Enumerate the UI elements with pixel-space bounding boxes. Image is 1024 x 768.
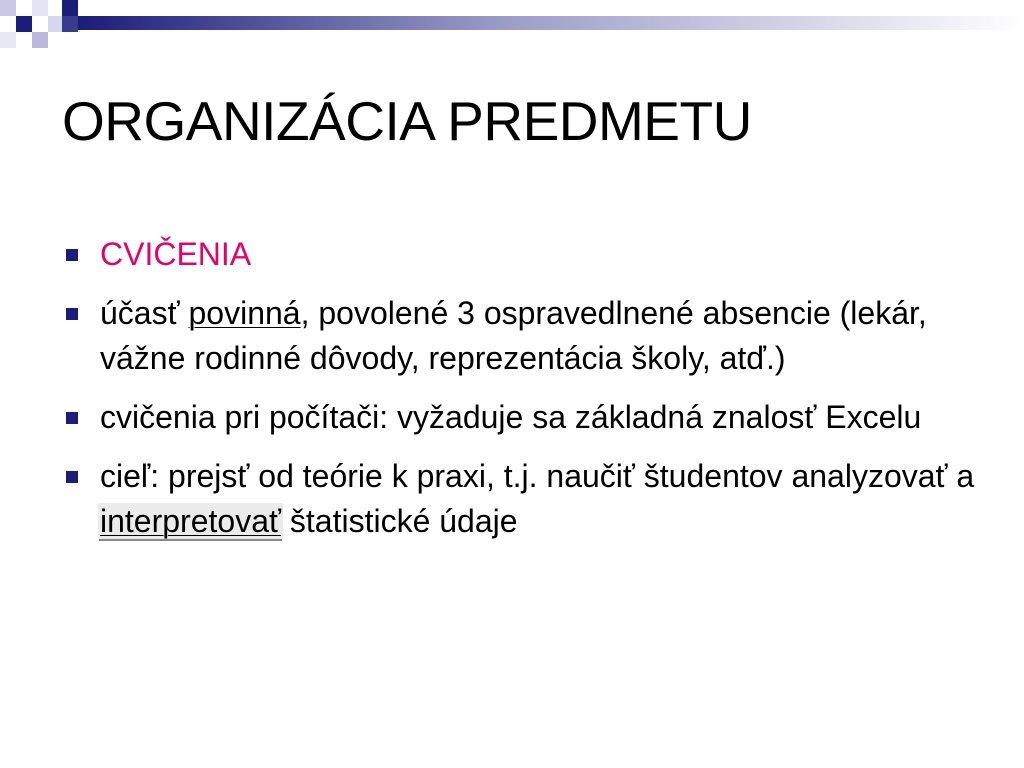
text-run: , povolené 3 ospravedlnené absencie (lekár, vážne rodinné dôvody, reprezentácia školy, atď.) <box>100 295 927 376</box>
text-run: účasť <box>100 295 189 331</box>
bullet-item <box>62 291 982 381</box>
bullet-text <box>100 399 921 435</box>
deco-square <box>48 16 64 32</box>
underlined-text: povinná <box>188 295 301 331</box>
hyperlink-text[interactable]: interpretovať <box>100 503 281 539</box>
square-bullet-icon <box>66 249 78 261</box>
deco-square <box>16 16 32 32</box>
text-run: cieľ: prejsť od teórie k praxi, t.j. naučiť študentov analyzovať a <box>100 458 975 494</box>
deco-square <box>0 0 16 16</box>
deco-square <box>32 32 48 48</box>
text-run: štatistické údaje <box>280 503 518 539</box>
bullet-item <box>62 232 982 277</box>
deco-square <box>0 32 16 48</box>
square-bullet-icon <box>66 471 78 483</box>
bullet-item <box>62 395 982 440</box>
deco-square <box>32 0 48 16</box>
header-gradient-bar <box>78 16 1024 30</box>
bullet-text <box>100 295 927 376</box>
bullet-list <box>62 232 982 558</box>
bullet-text <box>100 458 974 539</box>
bullet-text <box>100 236 251 272</box>
bullet-item <box>62 454 982 544</box>
deco-square <box>62 0 78 16</box>
deco-square <box>62 16 78 32</box>
square-bullet-icon <box>66 308 78 320</box>
square-bullet-icon <box>66 412 78 424</box>
slide-header-decoration <box>0 0 1024 64</box>
slide-title: ORGANIZÁCIA PREDMETU <box>62 90 752 152</box>
text-run: CVIČENIA <box>100 236 252 272</box>
text-run: cvičenia pri počítači: vyžaduje sa základná znalosť Excelu <box>100 399 922 435</box>
